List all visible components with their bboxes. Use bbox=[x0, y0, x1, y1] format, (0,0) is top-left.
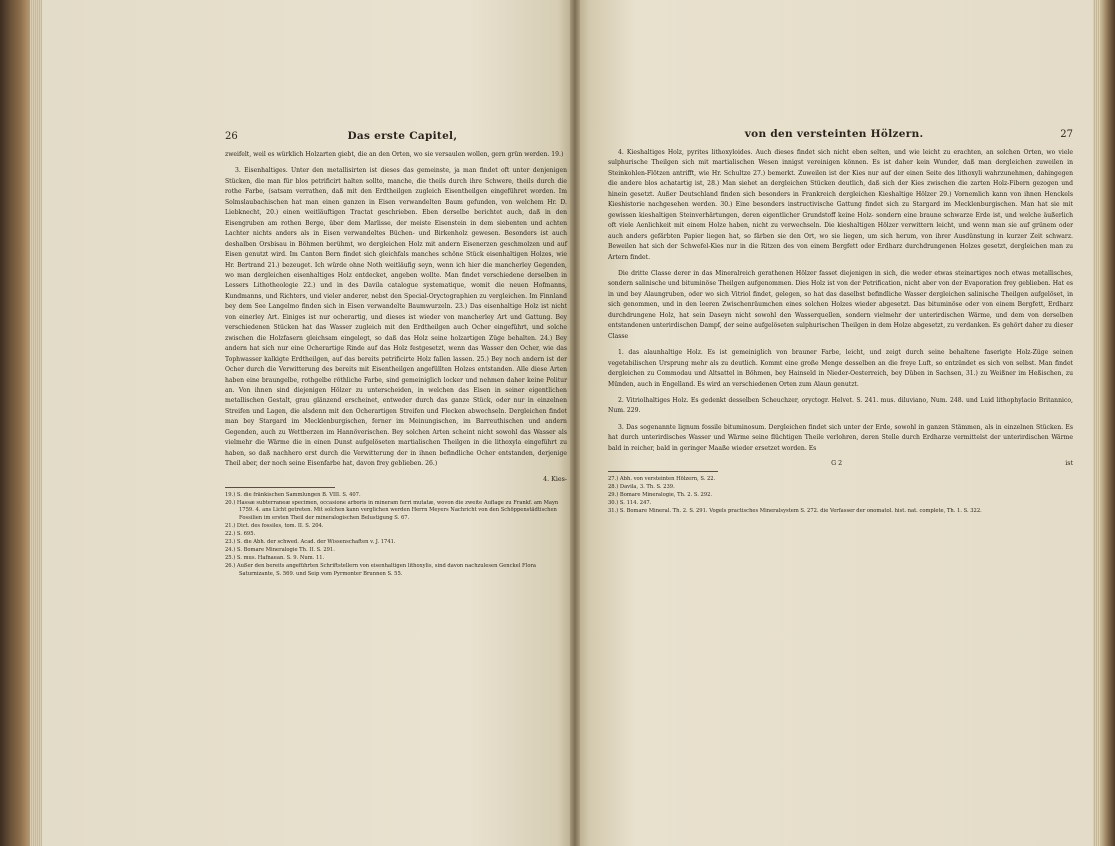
right-running-head bbox=[608, 128, 1073, 140]
footnote: 19.) S. die fränkischen Sammlungen B. VIII. S. 407. bbox=[225, 491, 361, 498]
book-gutter bbox=[570, 0, 580, 846]
right-page bbox=[574, 0, 1093, 846]
left-page-number: 26 bbox=[225, 131, 238, 142]
footnote: 29.) Bomare Mineralogie, Th. 2. S. 292. bbox=[608, 492, 713, 499]
page-stack-left bbox=[30, 0, 42, 846]
footnote-rule bbox=[608, 471, 718, 472]
left-page bbox=[42, 0, 574, 846]
footnote: 22.) S. 695. bbox=[225, 531, 256, 538]
footnote: 25.) S. mus. Hafnaean. S. 9. Num. 11. bbox=[225, 554, 325, 561]
right-paragraph: 4. Kieshaltiges Holz, pyrites lithoxyloides. Auch dieses findet sich nicht eben selten, und wie leicht zu erachten, an solchen Orten, wo viele sulphurische Theilgen sich mit martialischen Wesen innigst vereinigen können. Es ist daher kein Wunder, daß man dergleichen zuweilen in Steinkohlen-Flötzen antrifft, wie Hr. Schultze 27.) bemerkt. Zuweilen ist der Kies nur auf der einen Seite des lithoxyli wahrzunehmen, dahingegen die andere blos achatartig ist, 28.) Man siehet an dergleichen Stücken deutlich, daß sich der Kies zwischen die zarten Holz-Fibern gezogen und hinein gesetzt. Außer Deutschland finden sich besonders in Frankreich dergleichen Kieshaltige Hölzer 29.) Vornemlich kann von ihnen Henckels Kieshistorie nachgesehen werden. 30.) Eine besonders instructivische Gattung findet sich zu Stargard im Mecklenburgischen. Man hat sie mit gewissen kieshaltigen Steinverhärtungen, deren eigentlicher Grundstoff keine Holz- sondern eine braune schwarze Erde ist, und welche äußerlich oft viele Aenlichkeit mit einem Holze haben, nicht zu verwechseln. Die kieshaltigen Hölzer verwittern leicht, und wenn man sie auf grünem oder auch anders gefärbten Papier liegen hat, so färben sie den Ort, wo sie liegen, um sich herum, von ihrer Ausdünstung in kurzer Zeit schwarz. Beweilen hat sich der Schwefel-Kies nur in die Ritzen des von einem Bergfett oder Erdharz durchdrungenen Holzes gesetzt, dergleichen man zu Artern findet. bbox=[608, 149, 1073, 261]
left-paragraph: zweifelt, weil es würklich Holzarten giebt, die an den Orten, wo sie versaulen wollen, gern grün werden. 19.) bbox=[225, 151, 564, 158]
left-catchword: 4. Kies- bbox=[543, 475, 567, 483]
footnote-rule bbox=[225, 487, 335, 488]
right-paragraph: Die dritte Classe derer in das Mineralreich gerathenen Hölzer fasset diejenigen in sich, die weder etwas steinartiges noch etwas metallisches, sondern salinische und bituminöse Theilgen aufgenommen. Dies Holz ist von der Petrification, nicht aber von der Evaporation frey geblieben. Hat es in und bey Alaungruben, oder wo sich Vitriol findet, gelegen, so hat das daselbst befindliche Wasser dergleichen salinische Theilgen aufgelöset, in sich genommen, und in den leeren Zwischenräumchen eines solchen Holzes wieder abgesetzt. Das bituminöse oder von einem Bergfett, Erdharz durchdrungene Holz, hat sein Daseyn nicht sowohl den Wasserquellen, sondern vielmehr der unterirdischen Wärme, und dem von derselben entstandenen unterirdischen Dampf, der seine aufgelöseten sulphurischen Theilgen in dem Holze abgesetzt, zu verdanken. Es gehört daher zu dieser Classe bbox=[608, 269, 1073, 340]
left-running-title: Das erste Capitel, bbox=[347, 130, 458, 142]
book-edge-left bbox=[0, 0, 30, 846]
footnote: 23.) S. die Abh. der schwed. Acad. der Wissenschaften v. J. 1741. bbox=[225, 539, 396, 546]
footnote: 27.) Abh. von versteinten Hölzern, S. 22. bbox=[608, 476, 716, 483]
footnote: 30.) S. 114. 247. bbox=[608, 499, 652, 506]
book-edge-right bbox=[1101, 0, 1115, 846]
footnote: 31.) S. Bomare Mineral. Th. 2. S. 291. Vogels practisches Mineralsystem S. 272. die Verfasser der onomatol. hist. nat. complete, Th. 1. S. 322. bbox=[608, 507, 982, 514]
left-text-block bbox=[225, 130, 567, 579]
footnote: 21.) Dict. des fossiles, tom. II. S. 204. bbox=[225, 523, 324, 530]
left-running-head bbox=[225, 130, 567, 142]
signature-mark: G 2 bbox=[831, 460, 843, 468]
signature-line bbox=[608, 460, 1073, 467]
footnote: 20.) Hassæ subterraneæ specimen, occasione arboris in mineram ferri mutatæ, wovon die zweite Auflage zu Frankf. am Mayn 1759. 4. ans Licht getreten. Mit solchen kann verglichen werden Herrn Meyers Nachricht von den Schöppenstädtischen Fossilien im ersten Theil der mineralogischen Belustigung S. 67. bbox=[225, 499, 559, 522]
footnote: 28.) Davila, 3. Th. S. 239. bbox=[608, 484, 675, 491]
right-paragraph: 2. Vitriolhaltiges Holz. Es gedenkt desselben Scheuchzer, oryctogr. Helvet. S. 241. mus. diluviano, Num. 248. und Luid lithophylacio Britannico, Num. 229. bbox=[608, 396, 1073, 415]
left-paragraph: 3. Eisenhaltiges. Unter den metallisirten ist dieses das gemeinste, ja man findet oft unter denjenigen Stücken, die man für blos petrificirt halten sollte, manche, die theils durch ihre Schwere, theils durch die rothe Farbe, (satsam verrathen, daß mit den Erdtheilgen zugleich Eisentheilgen eingeführet worden. Im Solmslaubachischen hat man einen ganzen in Eisen verwandelten Baum gefunden, von welchem Hr. D. Liebknecht, 20.) einen weitläuftigen Tractat geschrieben. Eben derselbe berichtet auch, daß in den Eisengruben am rothen Berge, über dem Marlisse, der meiste Eisenstein in dem siebenten und achten Lachter nichts anders als in Eisen verwandeltes Büchen- und Birkenholz gewesen. Besonders ist auch deshalben Orsbisau in Böhmen berühmt, wo dergleichen Holz mit andern Eisenerzen geschmolzen und auf Eisen genutzt wird. Im Canton Bern findet sich gleichfals manches schöne Stück eisenhaltigen Holzes, wie Hr. Bertrand 21.) bezeuget. Ich würde ohne Noth weitläufig seyn, wenn ich hier die mancherley Gegenden, wo man dergleichen eisenhaltiges Holz entdecket, angeben wollte. Man findet verschiedene derselben in Lessers Lithotheologie 22.) und in des Davila catalogue systematique, womit die neuen Hofmanns, Kundmanns, und Richters, und vieler anderer, nebst den Special-Oryctographien zu vergleichen. Im Finnland bey dem See Langelmo finden sich in Eisen verwandelte Baumwurzeln. 23.) Das eisenhaltige Holz ist nicht von einerley Art. Einiges ist nur ocherartig, und dieses ist wieder von mancherley Art und Gattung. Bey verschiedenen Stücken hat das Wasser zugleich mit den Erdtheilgen auch Ocher eingeführt, und solche zwischen die Holzfasern gleichsam eingelegt, so daß das Holz seine holzartigen Züge behalten. 24.) Bey andern hat sich nur eine Ocherartige Rinde auf das Holz festgesetzt, wenn das Wasser den Ocher, wie das Tophwasser kalkigte Erdtheilgen, auf das bereits petrificirte Holz fallen lassen. 25.) Bey noch andern ist der Ocher durch die Verwitterung des bereits mit Eisentheilgen angefüllten Holzes entstanden. Alle diese Arten haben eine braungelbe, rothgelbe röthliche Farbe, sind gemeiniglich locker und nehmen daher keine Politur an. Von ihnen sind diejenigen Hölzer zu unterscheiden, in welchen das Eisen in seiner eigentlichen metallischen Gestalt, grau glänzend erscheinet, entweder durch das ganze Stück, oder nur in einzelnen Streifen und Lagen, die alsdenn mit den Ocherartigen Streifen und Flecken abwechseln. Dergleichen findet man bey Stargard im Mecklenburgischen, ferner im Meinungischen, im Barreuthischen und andern Gegenden, auch zu Wettberzen im Hannöverischen. Bey solchen Arten scheint nicht sowohl das Wasser als vielmehr die Wärme die in einen Dunst aufgelöseten martialischen Theilgen in die lithoxyla eingeführt zu haben, so daß nachhero erst durch die Verwitterung der in ihnen befindliche Ocher entstanden, derjenige Theil aber, der noch seine Eisenfarbe hat, davon frey geblieben. 26.) bbox=[225, 167, 567, 468]
footnote: 26.) Außer den bereits angeführten Schriftstellern von eisenhaltigen lithoxylis, sind davon nachzulesen Genckel Flora Saturnizante, S. 569. und Seip vom Pyrmonter Brunnen S. 55. bbox=[225, 562, 537, 577]
right-paragraph: 3. Das sogenannte lignum fossile bituminosum. Dergleichen findet sich unter der Erde, sowohl in ganzen Stämmen, als in einzelnen Stücken. Es hat durch unterirdisches Wasser und Wärme seine flüchtigen Theile verlohren, deren Stelle durch Erdharze vermittelst der unterirdischen Wärme bald in reicher, bald in geringer Maaße wieder ersetzet worden. Es bbox=[608, 423, 1073, 452]
right-paragraph: 1. das alaunhaltige Holz. Es ist gemeiniglich von brauner Farbe, leicht, und zeigt durch seine behaltene faserigte Holz-Züge seinen vegetabilischen Ursprung mehr als zu deutlich. Kommt eine große Menge desselben an die freye Luft, so entzündet es sich von selbst. Man findet dergleichen zu Commodau und Altsattel in Böhmen, bey Hainseld in Nieder-Oesterreich, bey Düben in Sachsen, 31.) zu Weißner im Heßischen, zu Münden, auch in Engelland. Es wird an verschiedenen Orten zum Alaun genutzt. bbox=[608, 349, 1073, 388]
right-running-title: von den versteinten Hölzern. bbox=[744, 128, 924, 140]
right-catchword: ist bbox=[1065, 460, 1073, 468]
right-text-block bbox=[608, 128, 1073, 516]
footnote: 24.) S. Bomare Mineralogie Th. II. S. 291. bbox=[225, 546, 335, 553]
page-stack-right bbox=[1093, 0, 1101, 846]
right-page-number: 27 bbox=[1060, 129, 1073, 140]
